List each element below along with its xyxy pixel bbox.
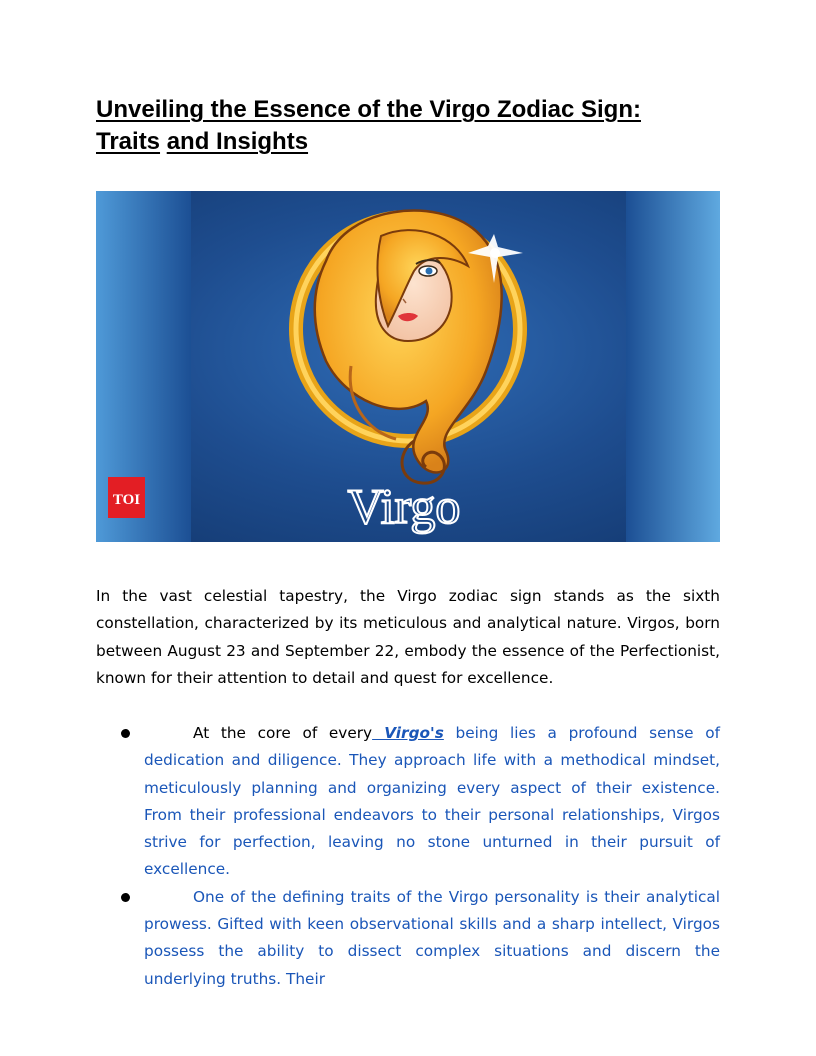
- bullet-1-text: being lies a profound sense of dedication and diligence. They approach life with a methodical mindset, meticulously planning and organizing every aspect of their existence. From their professional endeavors to their personal relationships, Virgos strive for perfection, leaving no stone unturned in their pursuit of excellence.: [144, 724, 720, 879]
- intro-paragraph: In the vast celestial tapestry, the Virgo zodiac sign stands as the sixth constellation, characterized by its meticulous and analytical nature. Virgos, born between August 23 and September 22, embody the essence of the Perfectionist, known for their attention to detail and quest for excellence.: [96, 587, 720, 687]
- bullet-icon: [121, 729, 130, 738]
- list-item: [96, 884, 720, 993]
- page-title: [96, 94, 736, 158]
- title-line-2-rest: and Insights: [166, 128, 309, 155]
- bullet-1-lead: At the core of every: [193, 724, 373, 742]
- title-word-traits: Traits: [96, 128, 161, 155]
- bullet-icon: [121, 893, 130, 902]
- title-line-1: Unveiling the Essence of the Virgo Zodiac Sign:: [96, 96, 641, 123]
- virgo-link[interactable]: Virgo's: [372, 724, 444, 742]
- bullet-2-text: One of the defining traits of the Virgo personality is their analytical prowess. Gifted with keen observational skills and a sharp intellect, Virgos possess the ability to dissect complex situations and discern the underlying truths. Their: [144, 887, 720, 988]
- toi-badge-text: TOI: [112, 492, 141, 508]
- traits-list: [96, 720, 720, 993]
- virgo-hero-image: [96, 191, 720, 542]
- list-item: [96, 720, 720, 884]
- virgo-caption: Virgo: [347, 478, 461, 534]
